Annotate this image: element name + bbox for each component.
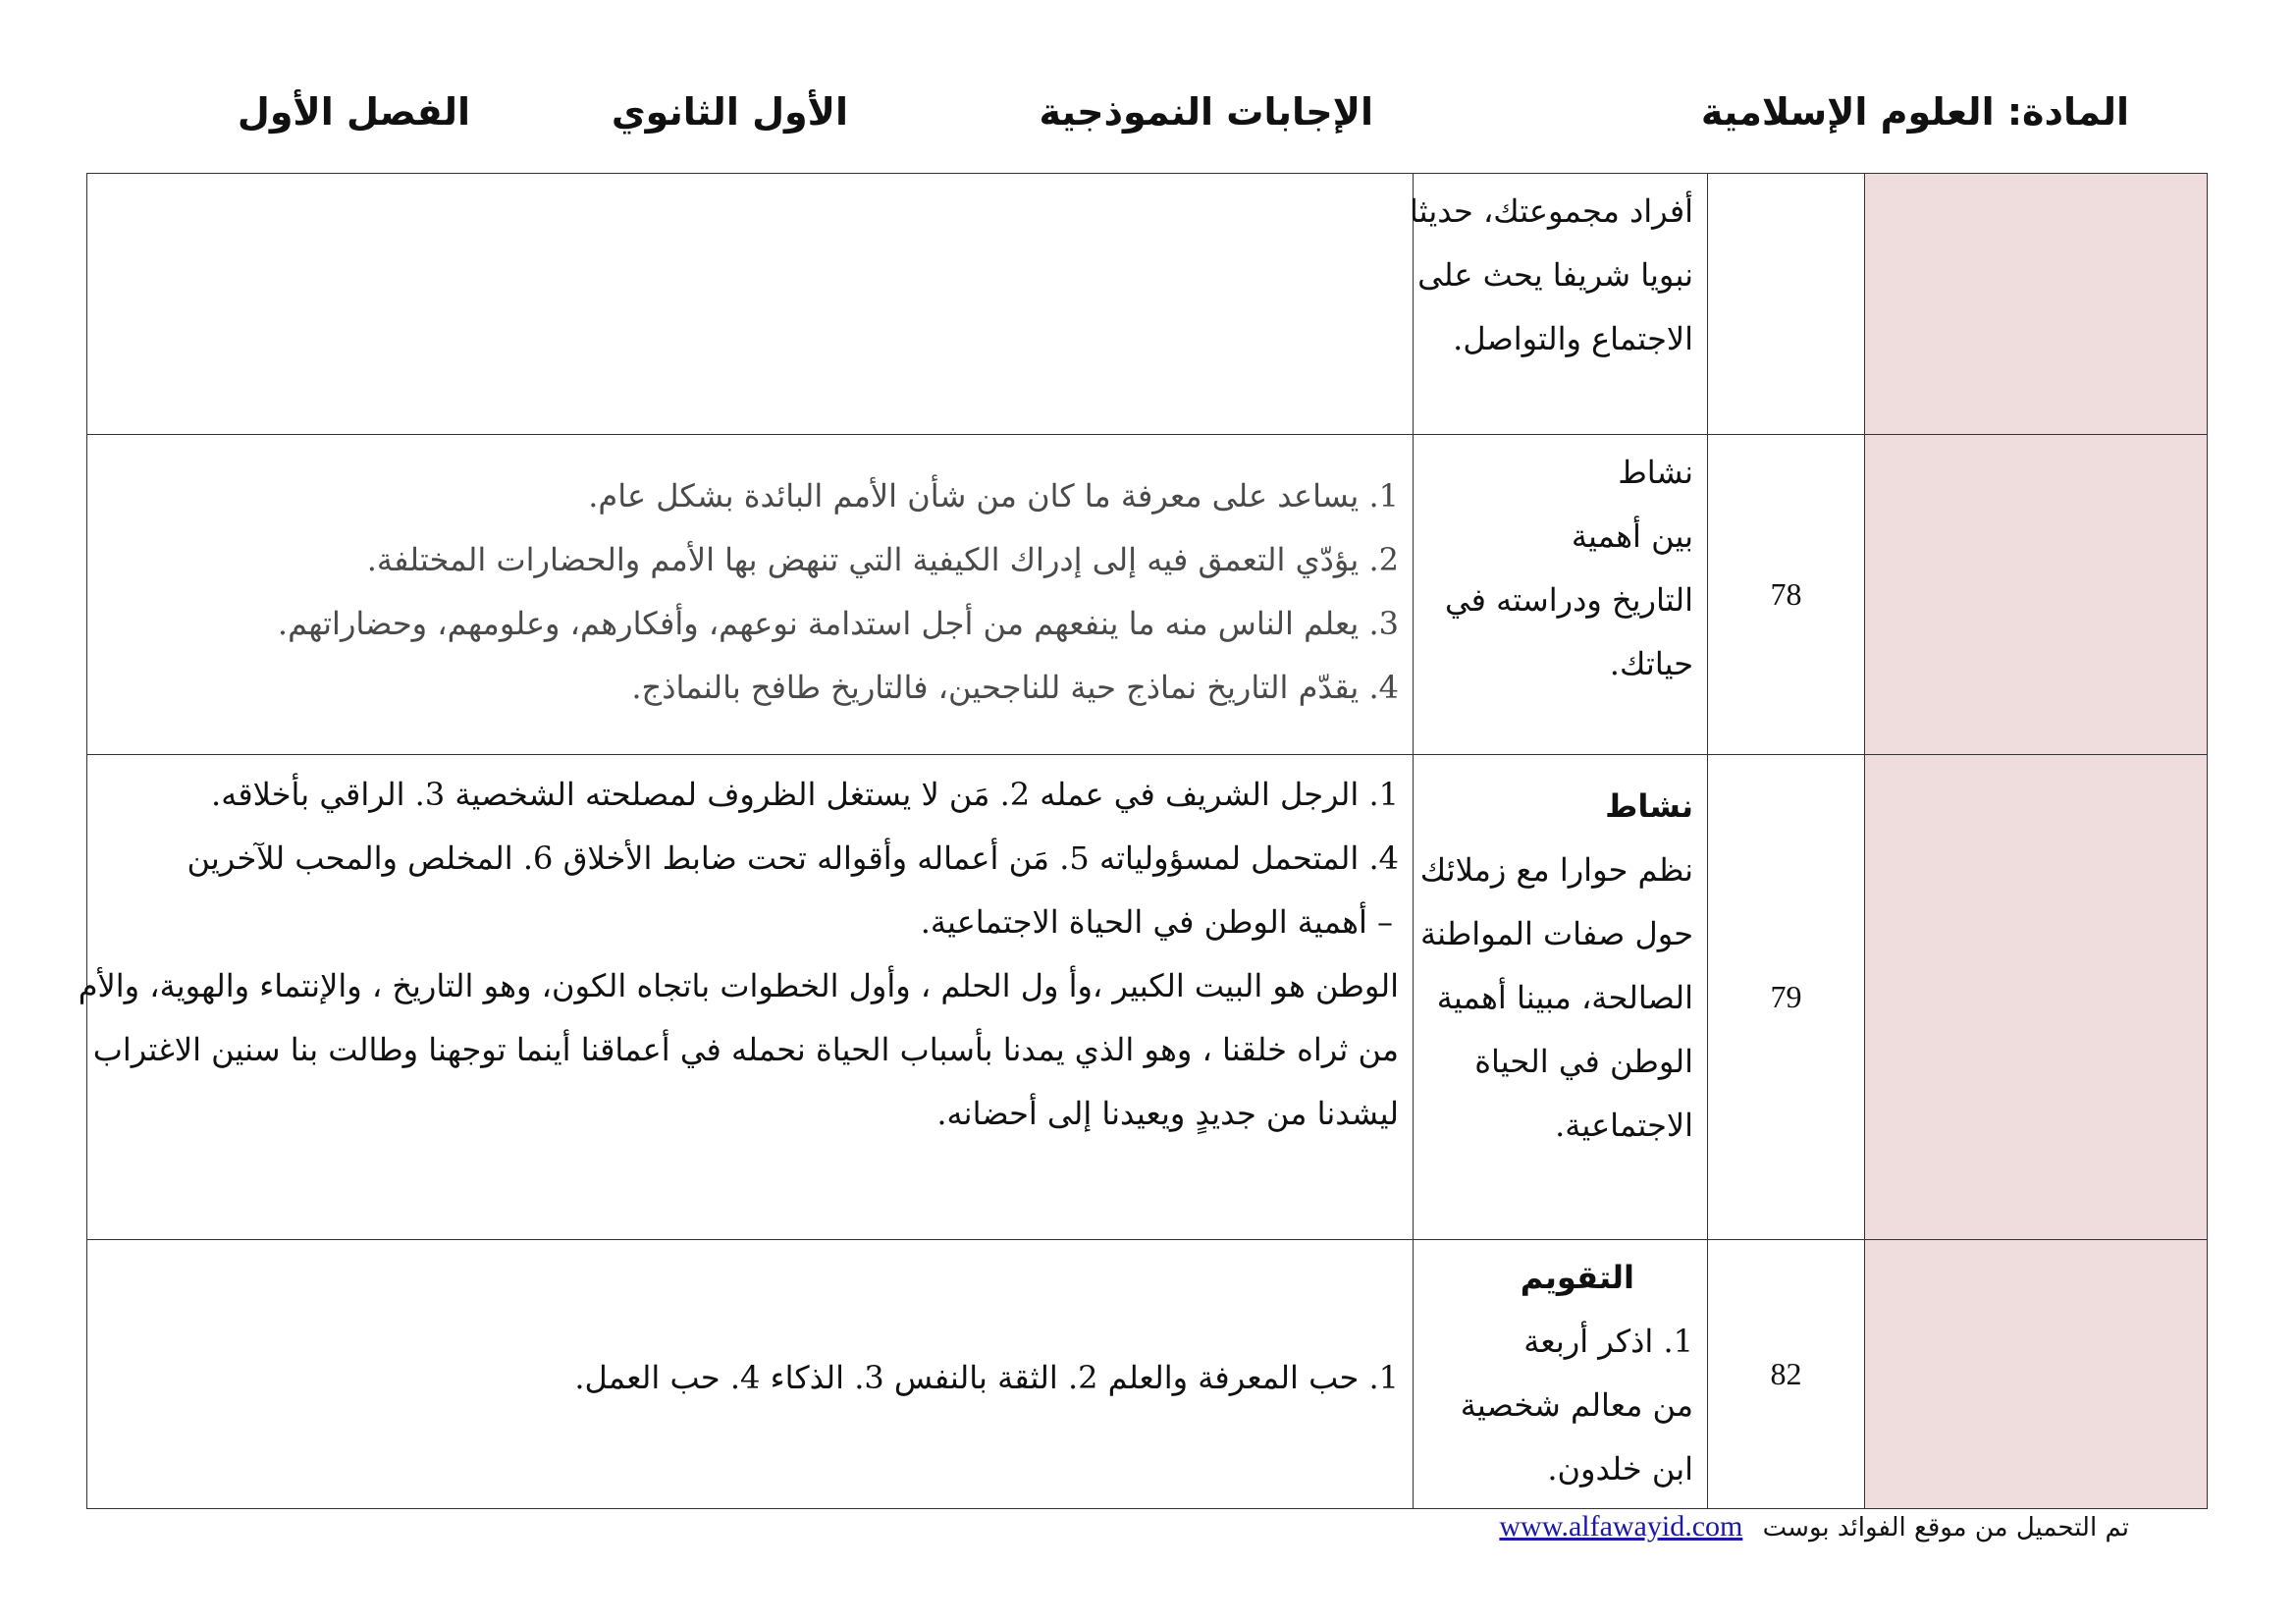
activity-line: ابن خلدون. (1547, 1450, 1693, 1488)
activity-line: نظم حوارا مع زملائك (1419, 851, 1693, 889)
activity-cell (1414, 755, 1708, 1240)
answers-table (78, 173, 2208, 1509)
answer-cell (87, 435, 1414, 755)
activity-cell (1409, 174, 1708, 435)
page-number-cell: 82 (1708, 1240, 1865, 1509)
footer (1499, 1510, 2129, 1543)
activity-line: الاجتماع والتواصل. (1453, 320, 1693, 357)
pink-cell (1865, 755, 2208, 1240)
activity-line: أفراد مجموعتك، حديثا (1409, 192, 1693, 230)
table-row (87, 435, 2208, 755)
activity-line: الوطن في الحياة (1474, 1043, 1693, 1080)
pink-cell (1865, 174, 2208, 435)
subject-title: المادة: العلوم الإسلامية (1700, 90, 2129, 134)
answer-line: الوطن هو البيت الكبير ،وأ ول الحلم ، وأول الخطوات باتجاه الكون، وهو التاريخ ، والإنتماء والهوية، والأم (78, 967, 1399, 1004)
answer-line: 1. يساعد على معرفة ما كان من شأن الأمم البائدة بشكل عام. (588, 477, 1399, 514)
activity-line: الاجتماعية. (1555, 1107, 1693, 1144)
page-number-cell: 79 (1708, 755, 1865, 1240)
grade-label: الأول الثانوي (611, 90, 848, 134)
activity-cell (1414, 435, 1708, 755)
activity-line: نبويا شريفا يحث على (1417, 256, 1693, 294)
table-row (87, 1240, 2208, 1509)
activity-title: التقويم (1520, 1259, 1634, 1296)
answer-line: 4. المتحمل لمسؤولياته 5. مَن أعماله وأقواله تحت ضابط الأخلاق 6. المخلص والمحب للآخرين (187, 839, 1399, 877)
activity-title: نشاط (1605, 787, 1693, 825)
document-title: الإجابات النموذجية (1039, 90, 1373, 134)
activity-line: حياتك. (1609, 645, 1693, 682)
answer-line: ليشدنا من جديدٍ ويعيدنا إلى أحضانه. (936, 1095, 1399, 1132)
answer-cell (78, 755, 1414, 1240)
activity-cell (1414, 1240, 1708, 1509)
answer-line: – أهمية الوطن في الحياة الاجتماعية. (920, 903, 1393, 941)
page-header (0, 90, 2296, 159)
activity-line: بين أهمية (1571, 517, 1693, 555)
activity-line: حول صفات المواطنة (1420, 915, 1693, 952)
answer-line: 3. يعلم الناس منه ما ينفعهم من أجل استدامة نوعهم، وأفكارهم، وعلومهم، وحضاراتهم. (277, 605, 1399, 642)
activity-line: 1. اذكر أربعة (1523, 1323, 1693, 1360)
website-link[interactable]: www.alfawayid.com (1499, 1510, 1743, 1543)
table-row (87, 755, 2208, 1240)
table-row (87, 174, 2208, 435)
activity-line: الصالحة، مبينا أهمية (1436, 979, 1693, 1016)
page-number-cell: 78 (1708, 435, 1865, 755)
answer-cell (87, 174, 1414, 435)
footer-text: تم التحميل من موقع الفوائد بوست (1762, 1513, 2129, 1543)
answer-line: 4. يقدّم التاريخ نماذج حية للناجحين، فالتاريخ طافح بالنماذج. (631, 669, 1399, 706)
page-number-cell (1708, 174, 1865, 435)
term-label: الفصل الأول (237, 90, 470, 134)
pink-cell (1865, 1240, 2208, 1509)
answer-line: 2. يؤدّي التعمق فيه إلى إدراك الكيفية التي تنهض بها الأمم والحضارات المختلفة. (366, 541, 1399, 578)
answer-line: من ثراه خلقنا ، وهو الذي يمدنا بأسباب الحياة نحمله في أعماقنا أينما توجهنا وطالت بنا سنين الاغتراب (92, 1031, 1399, 1068)
answer-line: 1. حب المعرفة والعلم 2. الثقة بالنفس 3. الذكاء 4. حب العمل. (574, 1359, 1399, 1396)
activity-line: من معالم شخصية (1460, 1386, 1693, 1424)
pink-cell (1865, 435, 2208, 755)
answer-cell (87, 1240, 1414, 1509)
activity-line: نشاط (1618, 454, 1693, 491)
activity-line: التاريخ ودراسته في (1444, 581, 1693, 619)
answer-line: 1. الرجل الشريف في عمله 2. مَن لا يستغل الظروف لمصلحته الشخصية 3. الراقي بأخلاقه. (211, 776, 1399, 813)
